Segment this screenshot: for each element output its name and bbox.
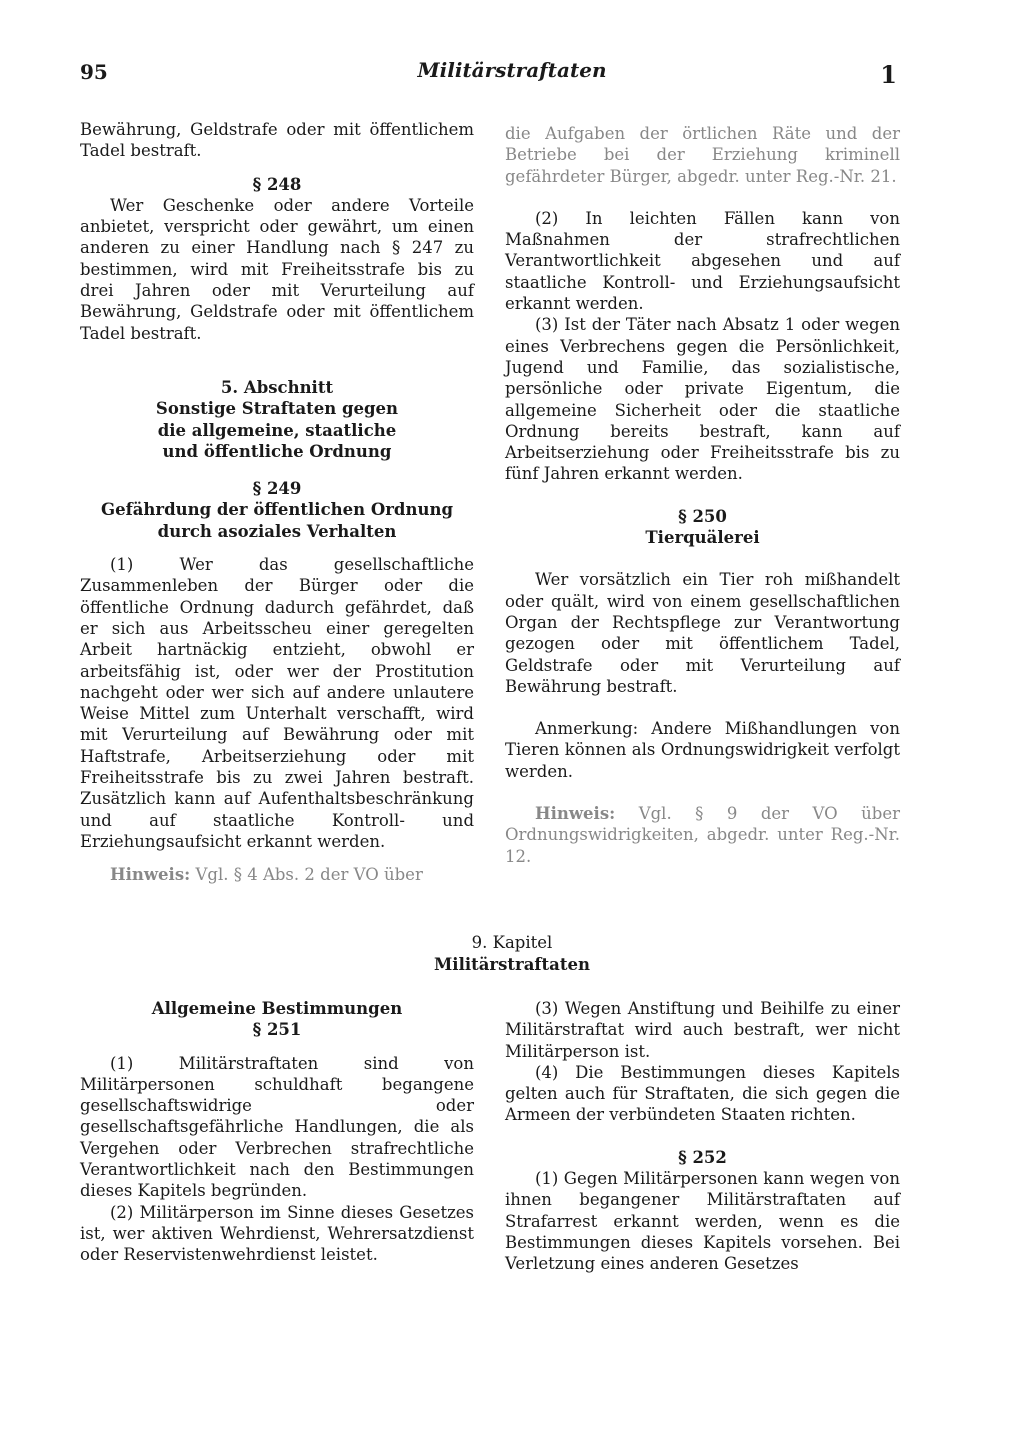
note-text: Vgl. § 4 Abs. 2 der VO über <box>195 865 423 885</box>
section-251-title: § 251 <box>252 1020 302 1040</box>
chapter-heading <box>0 932 1024 976</box>
section-249-paragraph-3: (3) Ist der Täter nach Absatz 1 oder wegen eines Verbrechens gegen die Persönlichkeit, Jugend und Familie, das sozialistische, persönliche oder private Eigentum, die allgemeine Sicherheit oder die staatliche Ordnung bereits bestraft, kann auf Arbeitserziehung oder Freiheitsstrafe bis zu fünf Jahren erkannt werden. <box>505 315 900 484</box>
note-text: Vgl. § 9 der VO über Ordnungswidrigkeiten, abgedr. unter Reg.-Nr. 12. <box>505 804 901 866</box>
note-label: Hinweis: <box>110 865 191 885</box>
section-251-paragraph-4: (4) Die Bestimmungen dieses Kapitels gelten auch für Straftaten, die sich gegen die Armeen der verbündeten Staaten richten. <box>505 1062 900 1125</box>
left-column-upper <box>80 119 474 886</box>
section-5-heading: 5. Abschnitt <box>220 377 334 397</box>
section-5-heading: die allgemeine, staatliche <box>157 420 397 440</box>
section-249-subtitle: durch asoziales Verhalten <box>157 521 397 541</box>
section-250-title: § 250 <box>678 506 727 526</box>
left-column-lower <box>80 998 474 1266</box>
section-250-subtitle: Tierquälerei <box>645 528 760 548</box>
section-249-paragraph-1: (1) Wer das gesellschaftliche Zusammenleben der Bürger oder die öffentliche Ordnung dadurch gefährdet, daß er sich aus Arbeitsscheu einer geregelten Arbeit hartnäckig entzieht, obwohl er arbeitsfähig ist, oder wer der Prostitution nachgeht oder wer sich auf andere unlautere Weise Mittel zum Unterhalt verschafft, wird mit Verurteilung auf Bewährung oder mit Haftstrafe, Arbeitserziehung oder mit Freiheitsstrafe bis zu zwei Jahren bestraft. Zusätzlich kann auf Aufenthaltsbeschränkung und auf staatliche Kontroll- und Erziehungsaufsicht erkannt werden. <box>80 555 474 851</box>
right-column-lower <box>505 998 900 1275</box>
paragraph-continued: Bewährung, Geldstrafe oder mit öffentlichem Tadel bestraft. <box>80 120 474 161</box>
section-251-paragraph-3: (3) Wegen Anstiftung und Beihilfe zu einer Militärstraftat wird auch bestraft, wer nicht Militärperson ist. <box>505 999 900 1061</box>
note <box>80 864 474 885</box>
running-title: Militärstraftaten <box>417 58 607 82</box>
section-252-title: § 252 <box>678 1147 727 1167</box>
section-248-text: Wer Geschenke oder andere Vorteile anbietet, verspricht oder gewährt, um einen anderen zu einer Handlung nach § 247 zu bestimmen, wird mit Freiheitsstrafe bis zu drei Jahren oder mit Verurteilung auf Bewährung, Geldstrafe oder mit öffentlichem Tadel bestraft. <box>80 195 474 343</box>
note-label: Hinweis: <box>535 804 616 824</box>
section-251-paragraph-2: (2) Militärperson im Sinne dieses Gesetzes ist, wer aktiven Wehrdienst, Wehrersatzdienst oder Reservistenwehrdienst leistet. <box>80 1202 474 1265</box>
section-250-text: Wer vorsätzlich ein Tier roh mißhandelt oder quält, wird von einem gesellschaftlichen Organ der Rechtspflege zur Verantwortung gezogen oder mit öffentlichem Tadel, Geldstrafe oder mit Verurteilung auf Bewährung bestraft. <box>505 570 900 696</box>
section-251-paragraph-1: (1) Militärstraftaten sind von Militärpersonen schuldhaft begangene gesellschaftswidrige oder gesellschaftsgefährliche Handlungen, die als Vergehen oder Verbrechen strafrechtliche Verantwortlichkeit nach den Bestimmungen dieses Kapitels begründen. <box>80 1053 474 1201</box>
section-248-title: § 248 <box>252 174 302 194</box>
note-continued: die Aufgaben der örtlichen Räte und der Betriebe bei der Erziehung kriminell gefährdeter Bürger, abgedr. unter Reg.-Nr. 21. <box>505 124 900 186</box>
section-249-subtitle: Gefährdung der öffentlichen Ordnung <box>101 500 453 520</box>
section-5-heading: und öffentliche Ordnung <box>162 441 392 461</box>
section-252-paragraph-1: (1) Gegen Militärpersonen kann wegen von ihnen begangener Militärstraftaten auf Strafarrest erkannt werden, wenn es die Bestimmungen dieses Kapitels vorsehen. Bei Verletzung eines anderen Gesetzes <box>505 1169 900 1274</box>
page-number: 95 <box>80 60 108 84</box>
chapter-number: 1 <box>880 60 897 89</box>
section-5-heading: Sonstige Straftaten gegen <box>155 399 399 419</box>
section-249-paragraph-2: (2) In leichten Fällen kann von Maßnahmen der strafrechtlichen Verantwortlichkeit abgesehen und auf staatliche Kontroll- und Erziehungsaufsicht erkannt werden. <box>505 208 900 314</box>
remark: Anmerkung: Andere Mißhandlungen von Tieren können als Ordnungswidrigkeit verfolgt werden. <box>505 719 900 781</box>
note <box>505 803 900 867</box>
chapter-title: Militärstraftaten <box>434 955 590 974</box>
chapter-number-line: 9. Kapitel <box>471 933 553 952</box>
section-249-title: § 249 <box>252 479 302 499</box>
right-column-upper <box>505 123 900 867</box>
general-provisions-title: Allgemeine Bestimmungen <box>151 999 403 1018</box>
